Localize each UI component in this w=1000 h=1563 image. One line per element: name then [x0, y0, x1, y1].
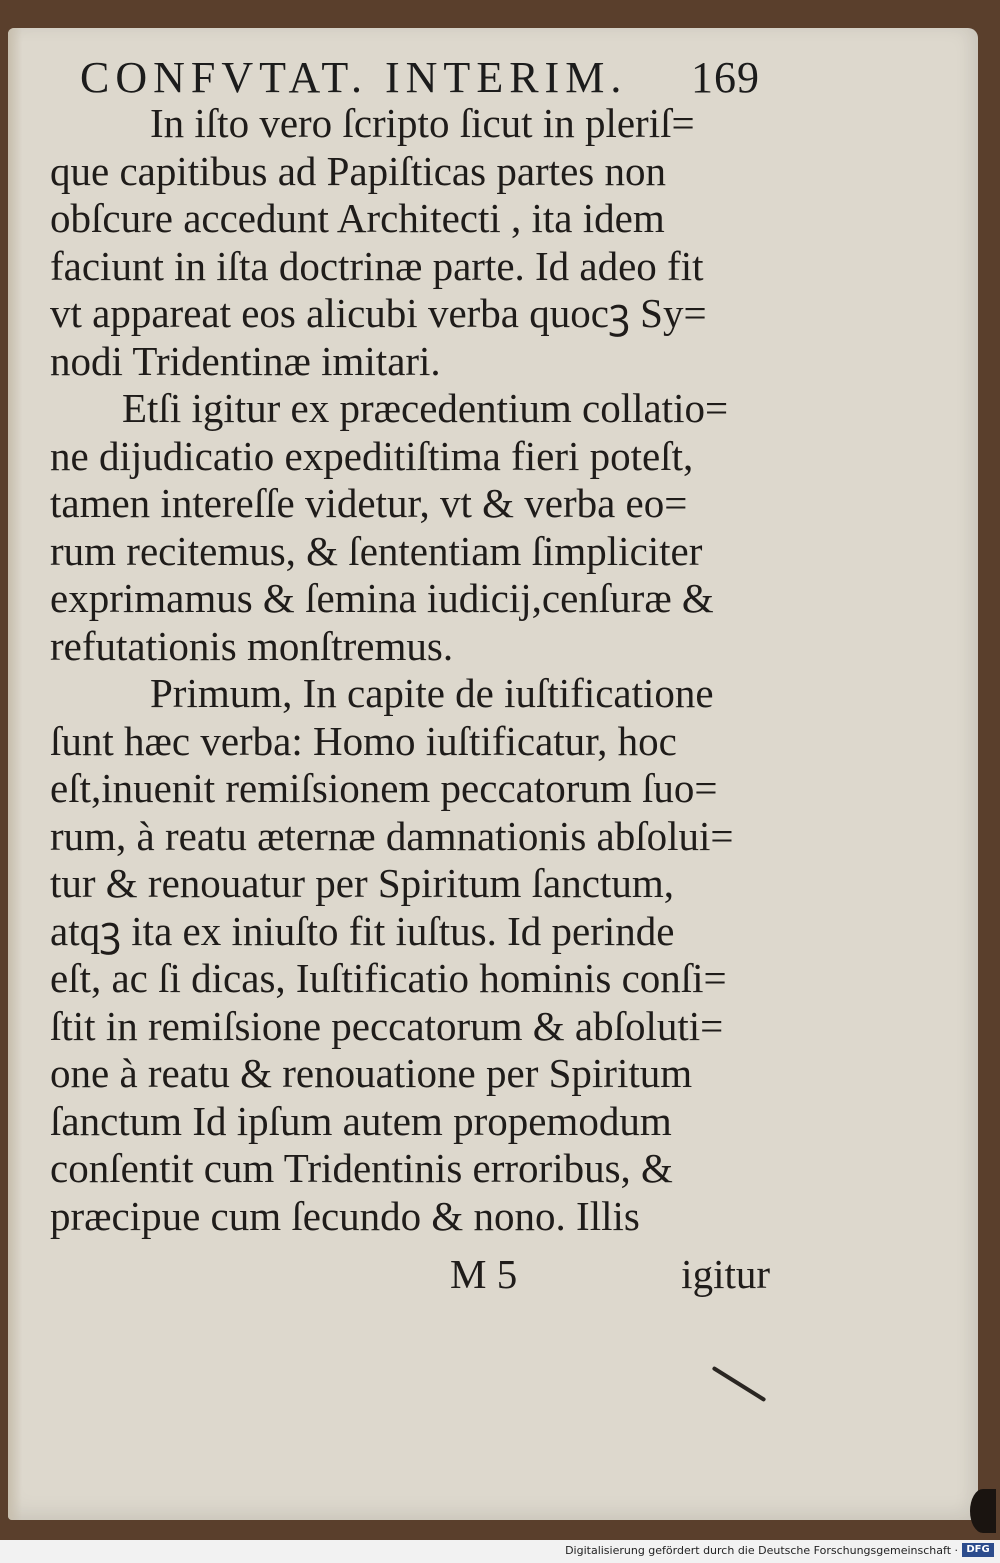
paragraph-1	[50, 100, 790, 385]
text-line: ſtit in remiſsione peccatorum & abſoluti=	[50, 1002, 724, 1049]
running-head: CONFVTAT. INTERIM.	[80, 53, 628, 102]
text-line: vt appareat eos alicubi verba quocꝫ Sy=	[50, 290, 707, 336]
funding-credit: Digitalisierung gefördert durch die Deutsche Forschungsgemeinschaft ·	[565, 1544, 958, 1557]
text-line: refutationis monſtremus.	[50, 622, 454, 669]
text-line: eſt,inuenit remiſsionem peccatorum ſuo=	[50, 765, 718, 811]
page-header	[80, 52, 760, 104]
dfg-logo: DFG	[962, 1543, 994, 1557]
text-line: In iſto vero ſcripto ſicut in pleriſ=	[150, 100, 695, 146]
text-line: Primum, In capite de iuſtificatione	[150, 670, 714, 716]
text-line: exprimamus & ſemina iudicij,cenſuræ &	[50, 575, 714, 621]
text-line: rum, à reatu æternæ damnationis abſolui=	[50, 812, 734, 859]
text-line: tamen intereſſe videtur, vt & verba eo=	[50, 480, 688, 526]
text-line: one à reatu & renouatione per Spiritum	[50, 1050, 693, 1096]
text-line: Etſi igitur ex præcedentium collatio=	[122, 385, 729, 431]
text-line: tur & renouatur per Spiritum ſanctum,	[50, 860, 674, 906]
text-line: nodi Tridentinæ imitari.	[50, 337, 441, 384]
paragraph-2	[50, 385, 790, 670]
text-line: atqꝫ ita ex iniuſto fit iuſtus. Id perinde	[50, 907, 675, 954]
page-gutter-edge	[8, 28, 22, 1520]
text-line: conſentit cum Tridentinis erroribus, &	[50, 1145, 673, 1191]
text-line: obſcure accedunt Architecti , ita idem	[50, 195, 665, 241]
text-line: eſt, ac ſi dicas, Iuſtificatio hominis conſi=	[50, 955, 727, 1001]
text-line: ſanctum Id ipſum autem propemodum	[50, 1097, 672, 1144]
catchline	[50, 1250, 770, 1300]
body-text	[50, 100, 790, 1240]
text-line: ſunt hæc verba: Homo iuſtificatur, hoc	[50, 717, 677, 764]
text-line: rum recitemus, & ſententiam ſimpliciter	[50, 527, 703, 574]
paragraph-3	[50, 670, 790, 1240]
text-line: præcipue cum ſecundo & nono. Illis	[50, 1192, 640, 1239]
page-number: 169	[691, 53, 760, 102]
signature-mark: M 5	[450, 1251, 518, 1297]
page-corner-damage	[970, 1489, 996, 1533]
catchword: igitur	[681, 1251, 770, 1297]
text-line: faciunt in iſta doctrinæ parte. Id adeo fit	[50, 242, 704, 289]
text-line: ne dijudicatio expeditiſtima fieri poteſt,	[50, 432, 694, 479]
text-line: que capitibus ad Papiſticas partes non	[50, 147, 666, 194]
